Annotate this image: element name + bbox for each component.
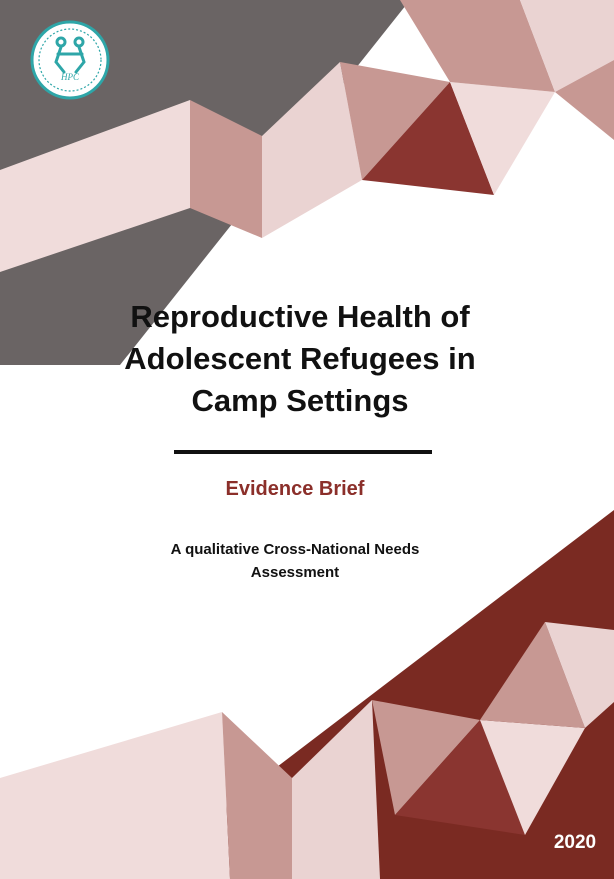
title-divider: [174, 450, 432, 454]
rose-facet-5: [222, 712, 292, 879]
pale-ribbon-bottom: [0, 712, 230, 879]
cover-title: Reproductive Health of Adolescent Refugees in Camp Settings: [124, 299, 476, 418]
cover-description: A qualitative Cross-National Needs Assessment: [170, 541, 420, 581]
logo-monogram: HPC: [61, 72, 79, 82]
hpc-logo: [30, 20, 110, 100]
cover-subtitle: Evidence Brief: [225, 478, 365, 500]
cover-year: 2020: [553, 832, 597, 853]
